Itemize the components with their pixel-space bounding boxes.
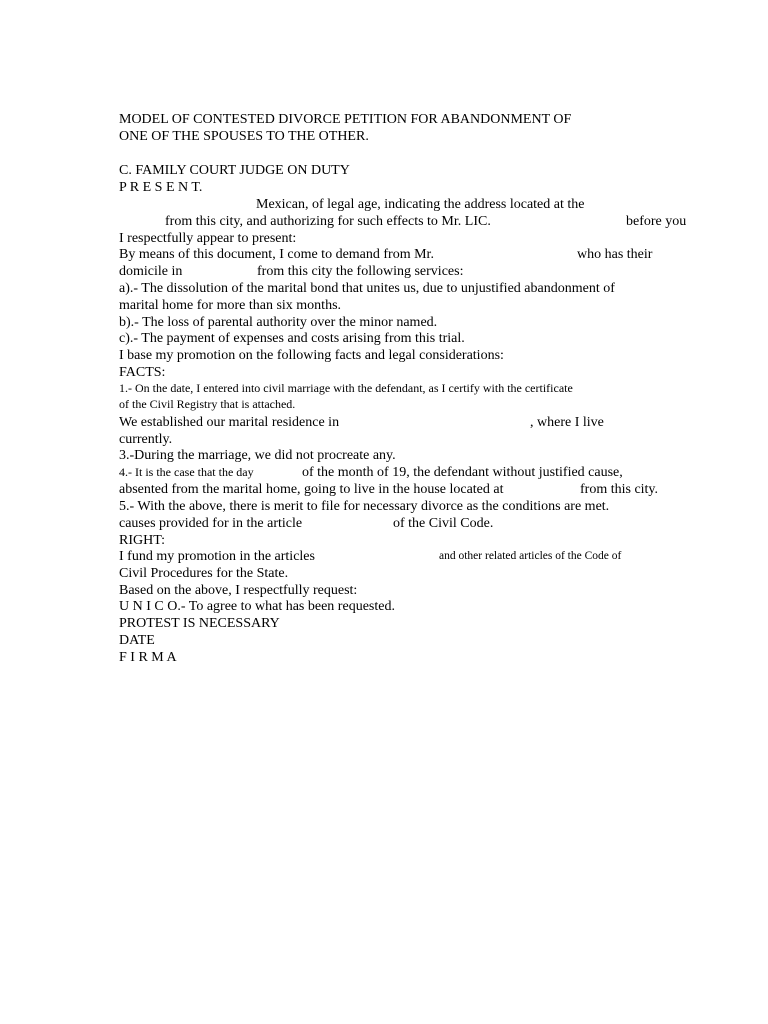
unico-request: U N I C O.- To agree to what has been requested. bbox=[119, 599, 395, 614]
right-line-1-start: I fund my promotion in the articles bbox=[119, 549, 315, 564]
fact-5-line-1: 5.- With the above, there is merit to file for necessary divorce as the conditions are met. bbox=[119, 499, 610, 514]
title-line-2: ONE OF THE SPOUSES TO THE OTHER. bbox=[119, 129, 369, 144]
date-line: DATE bbox=[119, 633, 155, 648]
fact-3: 3.-During the marriage, we did not procreate any. bbox=[119, 448, 396, 463]
facts-heading: FACTS: bbox=[119, 365, 166, 380]
demand-line-2-start: domicile in bbox=[119, 264, 183, 279]
intro-line-1: Mexican, of legal age, indicating the address located at the bbox=[256, 197, 585, 212]
present-line: P R E S E N T. bbox=[119, 180, 203, 195]
right-heading: RIGHT: bbox=[119, 533, 165, 548]
intro-line-3: I respectfully appear to present: bbox=[119, 231, 297, 246]
fact-1-line-1: 1.- On the date, I entered into civil marriage with the defendant, as I certify with the certificate bbox=[119, 381, 573, 395]
demand-line-2 bbox=[0, 263, 768, 280]
intro-line-2 bbox=[0, 213, 768, 230]
residence-line-end: , where I live bbox=[530, 415, 604, 430]
service-b: b).- The loss of parental authority over the minor named. bbox=[119, 315, 438, 330]
fact-4-line-2 bbox=[0, 481, 768, 498]
fact-4-line-1-end: of the month of 19, the defendant without justified cause, bbox=[302, 465, 623, 480]
fact-5-line-2-start: causes provided for in the article bbox=[119, 516, 303, 531]
fact-4-line-1-start: 4.- It is the case that the day bbox=[119, 465, 254, 479]
right-line-2: Civil Procedures for the State. bbox=[119, 566, 289, 581]
residence-line-start: We established our marital residence in bbox=[119, 415, 340, 430]
fact-5-line-2 bbox=[0, 515, 768, 532]
protest-line: PROTEST IS NECESSARY bbox=[119, 616, 280, 631]
fact-4-line-1 bbox=[0, 464, 768, 481]
demand-line-1-end: who has their bbox=[577, 247, 653, 262]
addressee: C. FAMILY COURT JUDGE ON DUTY bbox=[119, 163, 350, 178]
fact-4-line-2-start: absented from the marital home, going to live in the house located at bbox=[119, 482, 504, 497]
residence-line-2: currently. bbox=[119, 432, 173, 447]
right-line-1 bbox=[0, 548, 768, 565]
signature-line: F I R M A bbox=[119, 650, 177, 665]
service-a-line-1: a).- The dissolution of the marital bond that unites us, due to unjustified abandonment of bbox=[119, 281, 615, 296]
demand-line-2-end: from this city the following services: bbox=[257, 264, 464, 279]
based-request: Based on the above, I respectfully request: bbox=[119, 583, 358, 598]
fact-4-line-2-end: from this city. bbox=[580, 482, 659, 497]
title-line-1: MODEL OF CONTESTED DIVORCE PETITION FOR ABANDONMENT OF bbox=[119, 112, 572, 127]
intro-line-2-start: from this city, and authorizing for such effects to Mr. LIC. bbox=[165, 214, 491, 229]
service-c: c).- The payment of expenses and costs arising from this trial. bbox=[119, 331, 465, 346]
base-promotion: I base my promotion on the following facts and legal considerations: bbox=[119, 348, 504, 363]
intro-line-2-end: before you bbox=[626, 214, 687, 229]
demand-line-1-start: By means of this document, I come to demand from Mr. bbox=[119, 247, 434, 262]
right-line-1-end: and other related articles of the Code of bbox=[439, 550, 622, 562]
demand-line-1 bbox=[0, 246, 768, 263]
fact-1-line-2: of the Civil Registry that is attached. bbox=[119, 397, 296, 411]
residence-line bbox=[0, 414, 768, 431]
service-a-line-2: marital home for more than six months. bbox=[119, 298, 342, 313]
fact-5-line-2-end: of the Civil Code. bbox=[393, 516, 494, 531]
